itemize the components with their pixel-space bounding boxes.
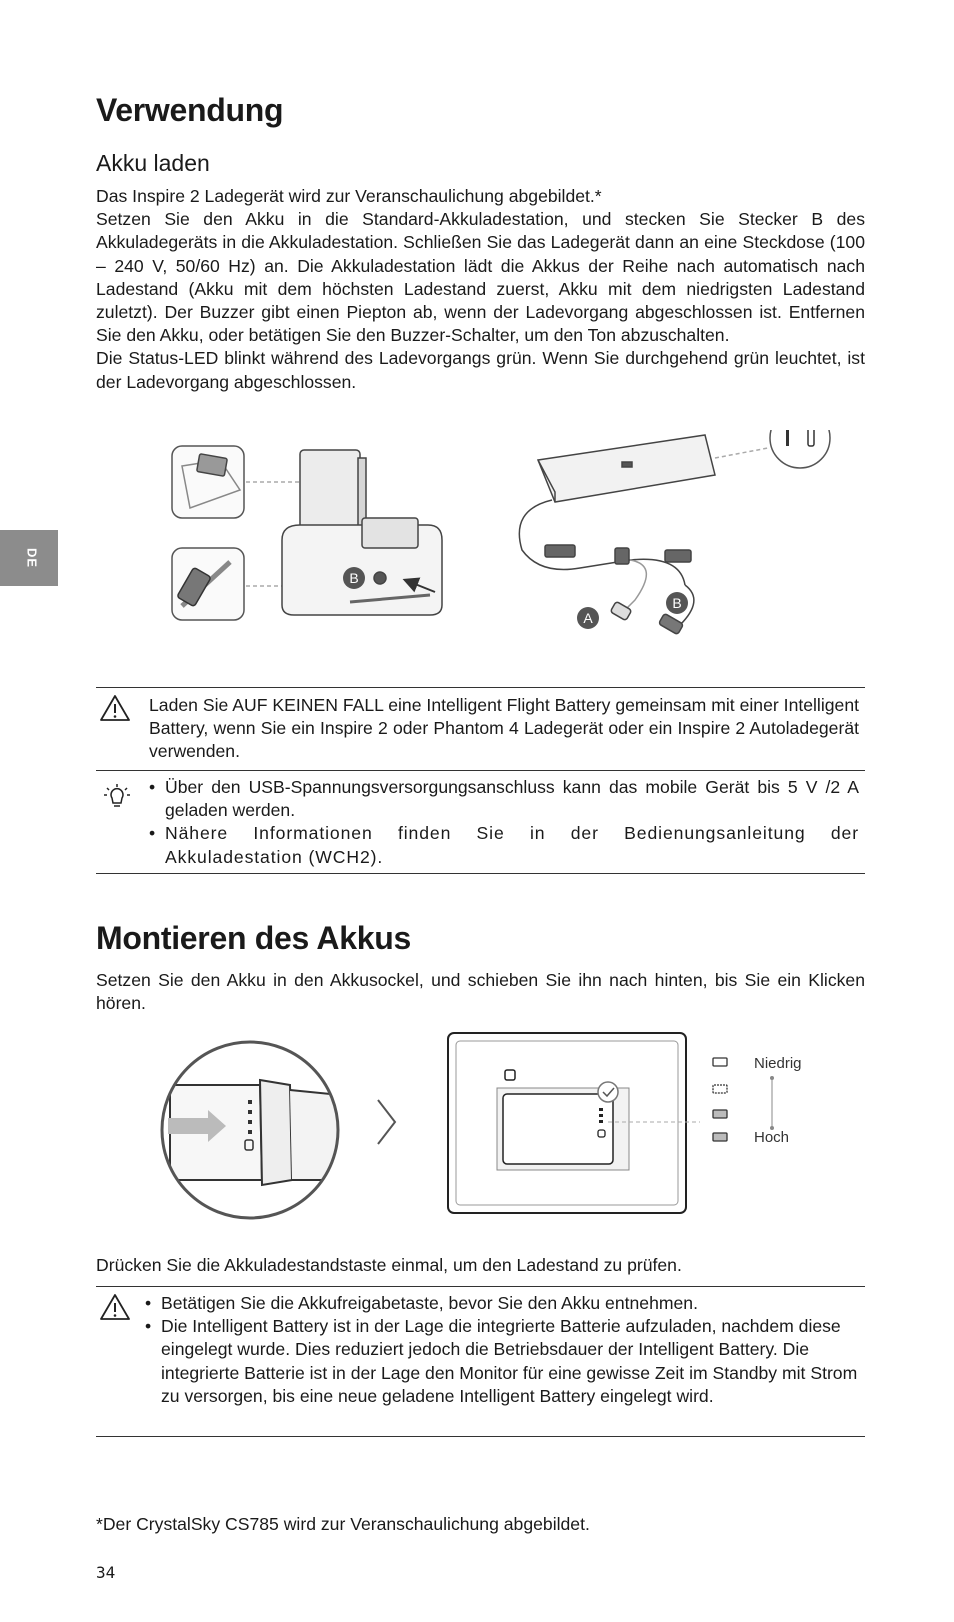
section1-para3: Die Status-LED blinkt während des Ladevorgangs grün. Wenn Sie durchgehend grün leuchtet, ist der Ladevorgang abgeschlossen.: [96, 348, 865, 392]
section-title-verwendung: Verwendung: [96, 92, 284, 128]
warning-top-rule: [96, 687, 865, 688]
battery-insert-detail: [160, 1030, 360, 1230]
tip-lightbulb-icon: [102, 782, 132, 812]
section1-body: [96, 185, 865, 394]
warning-triangle-icon: [98, 693, 132, 723]
section1-para1: Das Inspire 2 Ladegerät wird zur Veranschaulichung abgebildet.*: [96, 186, 602, 206]
chevron-right-icon: [378, 1100, 395, 1144]
language-tab: [0, 530, 58, 586]
wall-outlet-icon: [770, 430, 830, 468]
warning2-top-rule: [96, 1286, 865, 1287]
monitor-back-view: [448, 1033, 700, 1213]
warning-item-release: • Betätigen Sie die Akkufreigabetaste, bevor Sie den Akku entnehmen.: [145, 1292, 860, 1315]
tip-item-usb: • Über den USB-Spannungsversorgungsanschluss kann das mobile Gerät bis 5 V /2 A geladen werden.: [149, 776, 859, 822]
label-b-charger-text: B: [672, 595, 682, 611]
tip-item-manual: • Nähere Informationen finden Sie in der Bedienungsanleitung der Akkuladestation (WCH2).: [149, 822, 859, 868]
connector-detail-inset-top: [172, 446, 300, 518]
warning-triangle-icon-2: [98, 1292, 132, 1322]
charging-figure: [160, 430, 880, 660]
warning-item-internal-battery: • Die Intelligent Battery ist in der Lage die integrierte Batterie aufzuladen, nachdem diese eingelegt wurde. Dies reduziert jedoch die Betriebsdauer der Intelligent Battery. Die integrierte Batterie ist in der Lage den Monitor für eine gewisse Zeit im Standby mit Strom zu versorgen, bis eine neue geladene Intelligent Battery eingelegt wird.: [145, 1315, 860, 1408]
subsection-title-akku-laden: Akku laden: [96, 150, 210, 176]
tips-list: [149, 776, 859, 869]
warning-bottom-rule: [96, 770, 865, 771]
section1-para2: Setzen Sie den Akku in die Standard-Akkuladestation, und stecken Sie Stecker B des Akkuladegeräts in die Akkuladestation. Schließen Sie das Ladegerät dann an eine Steckdose (100 – 240 V, 50/60 Hz) an. Die Akkuladestation lädt die Akkus der Reihe nach automatisch nach Ladestand (Akku mit dem höchsten Ladestand zuerst, Akku mit dem niedrigsten Ladestand zuletzt). Der Buzzer gibt einen Piepton ab, wenn der Ladevorgang abgeschlossen ist. Entfernen Sie den Akku, oder betätigen Sie den Buzzer-Schalter, um den Ton abzuschalten.: [96, 209, 865, 346]
connector-detail-inset-bottom: [172, 548, 300, 620]
warning-charging: Laden Sie AUF KEINEN FALL eine Intelligent Flight Battery gemeinsam mit einer Intelligent Battery, wenn Sie ein Inspire 2 oder Phantom 4 Ladegerät oder ein Inspire 2 Autoladegerät verwenden.: [149, 695, 859, 762]
warning2-bottom-rule: [96, 1436, 865, 1437]
label-a-charger: [577, 607, 599, 629]
section-title-montieren: Montieren des Akkus: [96, 920, 411, 956]
footnote: *Der CrystalSky CS785 wird zur Veranschaulichung abgebildet.: [96, 1514, 590, 1534]
label-b-station-text: B: [349, 570, 359, 586]
label-a-charger-text: A: [583, 610, 593, 626]
warning-mounting-list: [145, 1292, 860, 1408]
charging-station: [282, 450, 442, 615]
label-b-station: [343, 567, 365, 589]
battery-charger: [519, 435, 768, 635]
section2-para2: Drücken Sie die Akkuladestandstaste einmal, um den Ladestand zu prüfen.: [96, 1255, 682, 1275]
tips-bottom-rule: [96, 873, 865, 874]
label-b-charger: [666, 592, 688, 614]
battery-level-indicator: [713, 1055, 802, 1146]
level-low-label: Niedrig: [754, 1055, 802, 1072]
mounting-figure: [160, 1030, 860, 1230]
section2-para1: Setzen Sie den Akku in den Akkusockel, und schieben Sie ihn nach hinten, bis Sie ein Klicken hören.: [96, 970, 865, 1014]
level-high-label: Hoch: [754, 1129, 790, 1146]
language-tab-label: DE: [24, 547, 40, 569]
page-number: 34: [96, 1563, 116, 1582]
